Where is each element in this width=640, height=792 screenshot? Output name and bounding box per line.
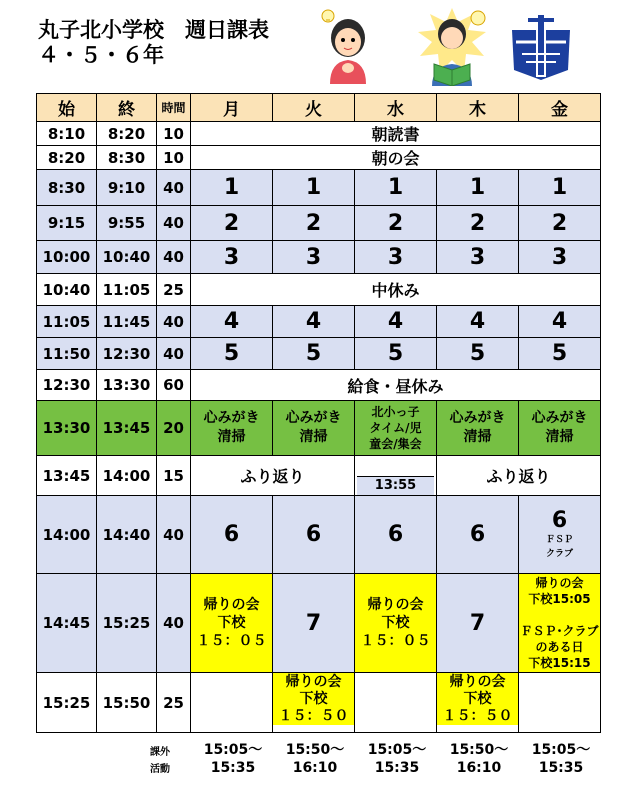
wed-end-time: 13:55 — [357, 476, 434, 495]
row-end: 14:00 — [97, 456, 157, 496]
period-cell: 2 — [355, 206, 437, 241]
cleaning-cell: 心みがき 清掃 — [519, 401, 601, 456]
after-school-time-wed: 15:05～ 15:35 — [367, 742, 427, 776]
table-row — [37, 206, 601, 241]
empty-cell — [355, 673, 437, 733]
row-minutes: 40 — [157, 206, 191, 241]
homeroom-dismissal: 帰りの会 下校 １５：５０ — [273, 673, 354, 725]
period-cell: 1 — [437, 170, 519, 206]
homeroom-cell-tue — [273, 673, 355, 733]
after-school-time-fri: 15:05～ 15:35 — [531, 742, 591, 776]
row-end: 11:45 — [97, 306, 157, 338]
cleaning-cell: 心みがき 清掃 — [437, 401, 519, 456]
row-start: 8:30 — [37, 170, 97, 206]
row-start: 12:30 — [37, 370, 97, 401]
homeroom-cell-thu — [437, 673, 519, 733]
table-row — [37, 496, 601, 574]
header-day-fri: 金 — [519, 94, 601, 122]
span-label: 中休み — [191, 274, 601, 306]
homeroom-cell-wed — [355, 574, 437, 673]
homeroom-dismissal: 帰りの会 下校 １５：５０ — [437, 673, 518, 725]
school-emblem-icon — [506, 10, 576, 82]
empty-cell — [519, 673, 601, 733]
after-school-time-mon: 15:05～ 15:35 — [203, 742, 263, 776]
table-row — [37, 456, 601, 496]
row-start: 13:30 — [37, 401, 97, 456]
period-cell: 4 — [519, 306, 601, 338]
header-day-tue: 火 — [273, 94, 355, 122]
period-cell: 1 — [273, 170, 355, 206]
span-label: 給食・昼休み — [191, 370, 601, 401]
row-minutes: 40 — [157, 338, 191, 370]
row-minutes: 20 — [157, 401, 191, 456]
kitakoji-time-cell: 北小っ子 タイム/児 童会/集会 — [355, 401, 437, 456]
period-cell: 6 — [191, 496, 273, 574]
fsp-club-note: ＦＳＰ クラブ — [545, 535, 573, 559]
row-minutes: 25 — [157, 274, 191, 306]
row-end: 9:55 — [97, 206, 157, 241]
header-row — [37, 94, 601, 122]
period-cell: 1 — [519, 170, 601, 206]
row-start: 11:05 — [37, 306, 97, 338]
row-minutes: 10 — [157, 122, 191, 146]
header-day-wed: 水 — [355, 94, 437, 122]
row-minutes: 40 — [157, 306, 191, 338]
table-row — [37, 673, 601, 733]
reflection-cell-mon-tue: ふり返り — [191, 456, 355, 496]
table-row — [37, 170, 601, 206]
cleaning-cell: 心みがき 清掃 — [273, 401, 355, 456]
period-cell: 7 — [437, 574, 519, 673]
row-start: 14:00 — [37, 496, 97, 574]
row-end: 13:45 — [97, 401, 157, 456]
table-row — [37, 146, 601, 170]
reflection-cell-thu-fri: ふり返り — [437, 456, 601, 496]
row-end: 9:10 — [97, 170, 157, 206]
table-row — [37, 401, 601, 456]
fri-dismissal-note: 帰りの会 下校15:05 ＦＳＰ･クラブ のある日 下校15:15 — [520, 576, 599, 670]
period-cell: 4 — [191, 306, 273, 338]
row-end: 15:25 — [97, 574, 157, 673]
row-start: 15:25 — [37, 673, 97, 733]
row-end: 8:30 — [97, 146, 157, 170]
period-cell-fri — [519, 496, 601, 574]
table-row — [37, 306, 601, 338]
table-row — [37, 338, 601, 370]
row-minutes: 10 — [157, 146, 191, 170]
after-school-time-tue: 15:50～ 16:10 — [285, 742, 345, 776]
after-school-label: 課外 活動 — [150, 747, 170, 775]
period-cell: 3 — [273, 241, 355, 274]
period-cell: 1 — [355, 170, 437, 206]
title-grades: ４・５・６年 — [38, 43, 164, 67]
after-school-time-thu: 15:50～ 16:10 — [449, 742, 509, 776]
span-label: 朝の会 — [191, 146, 601, 170]
period-cell: 2 — [519, 206, 601, 241]
homeroom-cell-mon — [191, 574, 273, 673]
wed-time-cell — [355, 456, 437, 496]
girl-illustration-icon — [312, 6, 374, 84]
row-start: 14:45 — [37, 574, 97, 673]
period-cell: 3 — [437, 241, 519, 274]
cleaning-cell: 心みがき 清掃 — [191, 401, 273, 456]
row-minutes: 40 — [157, 241, 191, 274]
period-cell: 6 — [437, 496, 519, 574]
period-cell: 6 — [355, 496, 437, 574]
header-start: 始 — [37, 94, 97, 122]
span-label: 朝読書 — [191, 122, 601, 146]
period-cell: 2 — [273, 206, 355, 241]
period-cell: 3 — [519, 241, 601, 274]
row-minutes: 15 — [157, 456, 191, 496]
period-cell: 5 — [437, 338, 519, 370]
period-cell: 3 — [191, 241, 273, 274]
row-minutes: 40 — [157, 574, 191, 673]
row-end: 10:40 — [97, 241, 157, 274]
row-end: 14:40 — [97, 496, 157, 574]
table-row — [37, 241, 601, 274]
row-start: 10:00 — [37, 241, 97, 274]
homeroom-dismissal: 帰りの会 下校 １５：０５ — [355, 574, 436, 672]
table-row — [37, 574, 601, 673]
period-cell: 7 — [273, 574, 355, 673]
period-cell: 5 — [519, 338, 601, 370]
timetable — [36, 93, 601, 733]
row-minutes: 60 — [157, 370, 191, 401]
row-end: 11:05 — [97, 274, 157, 306]
reading-boy-illustration-icon — [412, 4, 492, 86]
homeroom-dismissal: 帰りの会 下校 １５：０５ — [191, 574, 272, 672]
title-school: 丸子北小学校 週日課表 — [38, 18, 269, 42]
row-end: 13:30 — [97, 370, 157, 401]
row-start: 8:10 — [37, 122, 97, 146]
period-cell: 4 — [273, 306, 355, 338]
period-cell: 4 — [355, 306, 437, 338]
row-start: 8:20 — [37, 146, 97, 170]
table-row — [37, 370, 601, 401]
row-start: 10:40 — [37, 274, 97, 306]
period-cell: 2 — [191, 206, 273, 241]
row-start: 11:50 — [37, 338, 97, 370]
header-day-thu: 木 — [437, 94, 519, 122]
period-cell: 4 — [437, 306, 519, 338]
header-end: 終 — [97, 94, 157, 122]
period-number: 6 — [551, 508, 568, 533]
fri-dismissal-cell — [519, 574, 601, 673]
header-day-mon: 月 — [191, 94, 273, 122]
table-row — [37, 122, 601, 146]
page-title — [38, 18, 269, 68]
period-cell: 2 — [437, 206, 519, 241]
period-cell: 1 — [191, 170, 273, 206]
row-end: 12:30 — [97, 338, 157, 370]
empty-cell — [191, 673, 273, 733]
row-start: 13:45 — [37, 456, 97, 496]
row-minutes: 40 — [157, 170, 191, 206]
period-cell: 6 — [273, 496, 355, 574]
period-cell: 5 — [273, 338, 355, 370]
header-minutes: 時間 — [157, 94, 191, 122]
period-cell: 5 — [355, 338, 437, 370]
row-end: 15:50 — [97, 673, 157, 733]
row-minutes: 40 — [157, 496, 191, 574]
row-end: 8:20 — [97, 122, 157, 146]
period-cell: 3 — [355, 241, 437, 274]
table-row — [37, 274, 601, 306]
row-minutes: 25 — [157, 673, 191, 733]
row-start: 9:15 — [37, 206, 97, 241]
period-cell: 5 — [191, 338, 273, 370]
